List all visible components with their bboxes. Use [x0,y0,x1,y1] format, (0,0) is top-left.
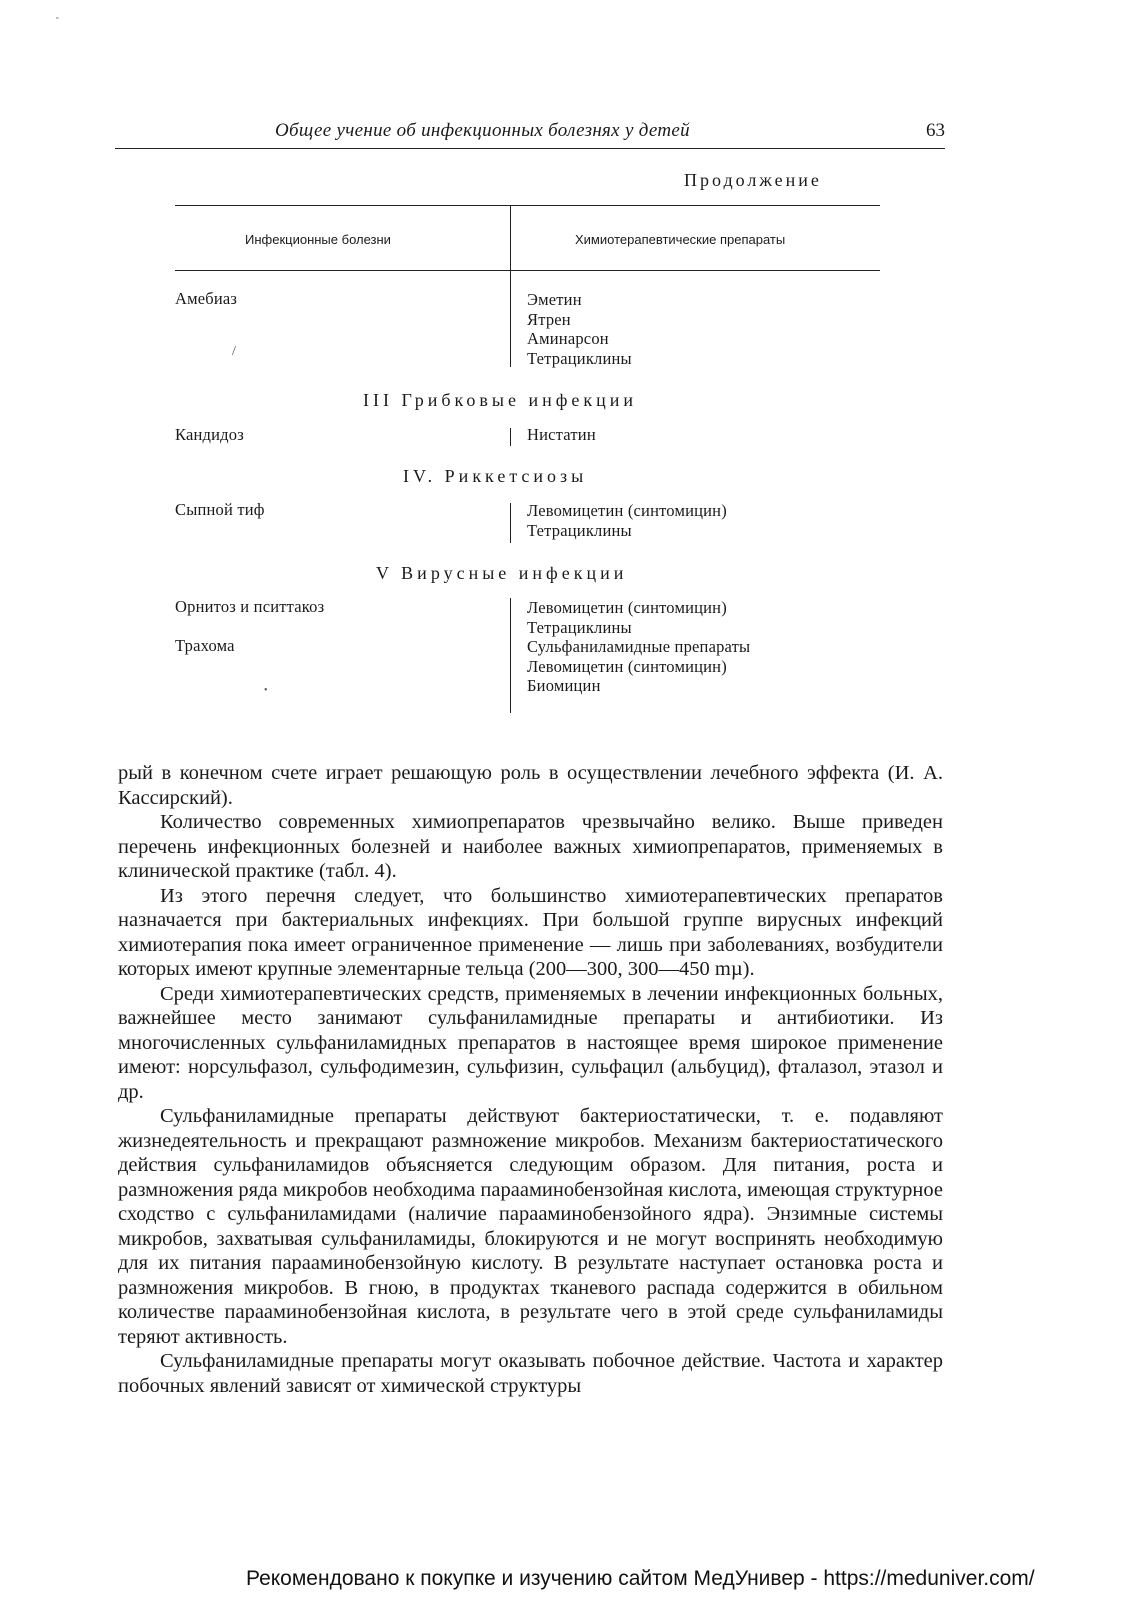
section-fungal-infections: III Грибковые инфекции [363,390,638,410]
stray-mark: / [232,344,236,359]
column-divider [510,503,511,543]
paragraph: Количество современных химиопрепаратов чрезвычайно велико. Выше приведен перечень инфекционных болезней и наиболее важных химиопрепаратов, применяемых в клинической практике (табл. 4). [118,811,943,882]
drug-item: Тетрациклины [527,348,632,368]
table-header-rule [175,270,880,271]
column-divider [510,428,511,446]
paragraph: Среди химиотерапевтических средств, применяемых в лечении инфекционных больных, важнейшее место занимают сульфаниламидные препараты и антибиотики. Из многочисленных сульфаниламидных препаратов в настоящее время широкое применение имеют: норсульфазол, сульфодимезин, сульфизин, сульфацил (альбуцид), фталазол, этазол и др. [118,982,943,1103]
page-number: 63 [926,120,945,141]
disease-ornithosis: Орнитоз и пситтакоз [175,597,325,616]
body-text [118,761,943,1398]
section-viral-infections: V Вирусные инфекции [376,563,628,583]
drug-list-typhus [527,501,727,540]
table-top-rule [175,205,880,206]
drug-item: Нистатин [527,425,596,444]
drug-list-amebiasis [527,290,632,368]
paragraph: Из этого перечня следует, что большинство химиотерапевтических препаратов назначается при бактериальных инфекциях. При большой группе вирусных инфекций химиотерапия пока имеет ограниченное применение — лишь при заболеваниях, возбудители которых имеют крупные элементарные тельца (200—300, 300—450 mµ). [118,884,943,980]
stray-dot: • [264,685,268,696]
disease-trachoma: Трахома [175,636,235,655]
disease-typhus: Сыпной тиф [175,500,265,519]
drug-item: Тетрациклины [527,520,632,540]
column-header-diseases: Инфекционные болезни [245,232,391,247]
drug-item: Тетрациклины [527,617,632,637]
drug-item: Левомицетин (синтомицин) [527,501,727,520]
paragraph: рый в конечном счете играет решающую роль в осуществлении лечебного эффекта (И. А. Кассирский). [118,762,943,809]
column-divider [510,598,511,713]
section-rickettsioses: IV. Риккетсиозы [403,466,588,486]
drug-item: Ятрен [527,309,571,329]
continuation-label: Продолжение [684,170,822,190]
running-head [115,120,945,149]
drug-item: Биомицин [527,676,601,695]
column-header-drugs: Химиотерапевтические препараты [575,232,786,247]
paragraph: Сульфаниламидные препараты могут оказывать побочное действие. Частота и характер побочных явлений зависят от химической структуры [118,1350,943,1397]
header-column-divider [510,205,511,270]
column-divider [510,270,511,367]
drug-item: Левомицетин (синтомицин) [527,598,727,617]
drug-list-viral [527,598,750,696]
running-title: Общее учение об инфекционных болезнях у детей [275,120,690,141]
drug-item: Левомицетин (синтомицин) [527,656,727,676]
drug-list-candidiasis [527,425,596,445]
disease-candidiasis: Кандидоз [175,425,244,444]
footer-watermark: Рекомендовано к покупке и изучению сайтом МедУнивер - https://meduniver.com/ [246,1567,1035,1590]
paragraph: Сульфаниламидные препараты действуют бактериостатически, т. е. подавляют жизнедеятельность и прекращают размножение микробов. Механизм бактериостатического действия сульфаниламидов объясняется следующим образом. Для питания, роста и размножения ряда микробов необходима парааминобензойная кислота, имеющая структурное сходство с сульфаниламидами (наличие парааминобензойного ядра). Энзимные системы микробов, захватывая сульфаниламиды, блокируются и не могут воспринять необходимую для их питания парааминобензойную кислоту. В результате наступает остановка роста и размножения микробов. В гною, в продуктах тканевого распада содержится в обильном количестве парааминобензойная кислота, в результате чего в этой среде сульфаниламиды теряют активность. [118,1105,943,1348]
drug-item: Эметин [527,290,582,309]
drug-item: Сульфаниламидные препараты [527,637,751,656]
drug-item: Аминарсон [527,329,609,348]
disease-amebiasis: Амебиаз [175,289,238,308]
